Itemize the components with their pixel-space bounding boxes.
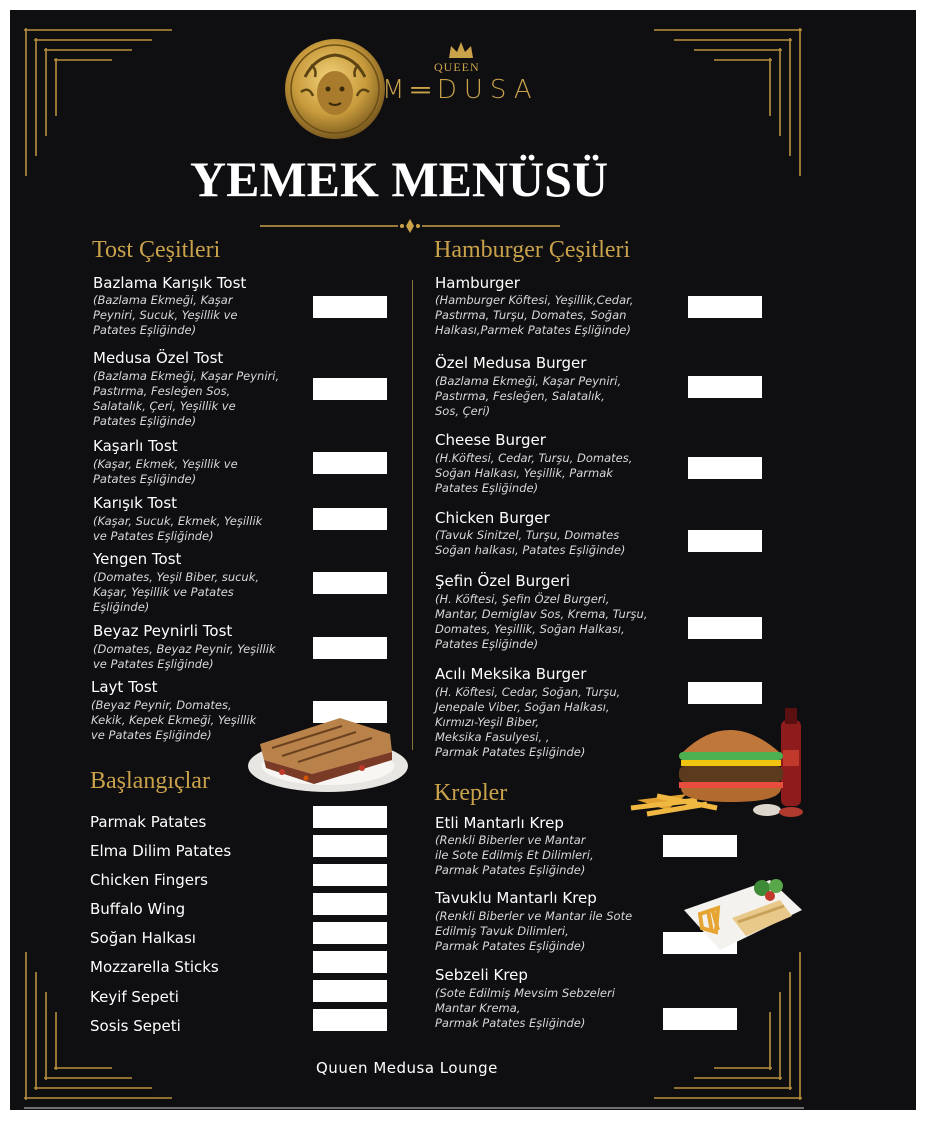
menu-item-name: Karışık Tost <box>93 494 178 512</box>
menu-item-name: Chicken Fingers <box>90 871 208 889</box>
price-box <box>313 296 387 318</box>
menu-item-desc: (Domates, Yeşil Biber, sucuk, Kaşar, Yeşillik ve Patates Eşliğinde) <box>93 570 260 614</box>
column-divider <box>412 280 413 750</box>
menu-item-name: Yengen Tost <box>93 550 182 568</box>
brand-name: M═DUSA <box>382 75 539 105</box>
menu-item-name: Etli Mantarlı Krep <box>435 814 564 832</box>
section-heading-hamburger: Hamburger Çeşitleri <box>434 237 631 263</box>
menu-item-name: Şefin Özel Burgeri <box>435 572 571 590</box>
price-box <box>313 806 387 828</box>
menu-item-name: Chicken Burger <box>435 509 550 527</box>
section-heading-tost: Tost Çeşitleri <box>92 237 221 263</box>
menu-item-desc: (Tavuk Sinitzel, Turşu, Doımates Soğan halkası, Patates Eşliğinde) <box>435 528 626 557</box>
footer-text: Quuen Medusa Lounge <box>316 1059 498 1077</box>
menu-item-name: Özel Medusa Burger <box>435 354 587 372</box>
menu-item-desc: (Bazlama Ekmeği, Kaşar Peyniri, Pastırma, Fesleğen Sos, Salatalık, Çeri, Yeşillik ve Patates Eşliğinde) <box>93 369 280 428</box>
section-heading-krep: Krepler <box>434 780 508 806</box>
menu-item-name: Layt Tost <box>91 678 158 696</box>
price-box <box>313 980 387 1002</box>
brand-queen: QUEEN <box>434 60 480 74</box>
menu-item-desc: (Beyaz Peynir, Domates, Kekik, Kepek Ekmeği, Yeşillik ve Patates Eşliğinde) <box>91 698 257 742</box>
menu-item-desc: (Kaşar, Sucuk, Ekmek, Yeşillik ve Patates Eşliğinde) <box>93 514 263 543</box>
price-box <box>313 951 387 973</box>
price-box <box>688 530 762 552</box>
menu-item-name: Sosis Sepeti <box>90 1017 181 1035</box>
menu-item-name: Cheese Burger <box>435 431 546 449</box>
menu-item-name: Beyaz Peynirli Tost <box>93 622 233 640</box>
price-box <box>663 835 737 857</box>
menu-item-desc: (Bazlama Ekmeği, Kaşar Peyniri, Pastırma, Fesleğen, Salatalık, Sos, Çeri) <box>435 374 622 418</box>
menu-item-name: Buffalo Wing <box>90 900 186 918</box>
crepe-photo <box>680 870 804 956</box>
price-box <box>313 378 387 400</box>
menu-item-name: Bazlama Karışık Tost <box>93 274 247 292</box>
menu-item-name: Medusa Özel Tost <box>93 349 224 367</box>
toast-sandwich-photo <box>242 712 410 794</box>
menu-item-name: Kaşarlı Tost <box>93 437 178 455</box>
menu-item-name: Parmak Patates <box>90 813 207 831</box>
divider-ornament-icon <box>260 218 560 234</box>
price-box <box>313 893 387 915</box>
menu-item-name: Acılı Meksika Burger <box>435 665 587 683</box>
price-box <box>313 572 387 594</box>
menu-item-desc: (Bazlama Ekmeği, Kaşar Peyniri, Sucuk, Yeşillik ve Patates Eşliğinde) <box>93 293 238 337</box>
price-box <box>688 617 762 639</box>
price-box <box>313 864 387 886</box>
menu-item-desc: (Domates, Beyaz Peynir, Yeşillik ve Patates Eşliğinde) <box>93 642 276 671</box>
corner-frame-top-right <box>652 28 802 178</box>
price-box <box>688 376 762 398</box>
menu-item-desc: (Kaşar, Ekmek, Yeşillik ve Patates Eşliğinde) <box>93 457 238 486</box>
menu-item-name: Tavuklu Mantarlı Krep <box>435 889 597 907</box>
menu-item-name: Sebzeli Krep <box>435 966 528 984</box>
menu-item-desc: (Hamburger Köftesi, Yeşillik,Cedar, Pastırma, Turşu, Domates, Soğan Halkası,Parmek Patates Eşliğinde) <box>435 293 634 337</box>
bottom-edge <box>24 1107 804 1109</box>
section-heading-baslangic: Başlangıçlar <box>90 768 210 794</box>
menu-item-desc: (H. Köftesi, Cedar, Soğan, Turşu, Jenepale Viber, Soğan Halkası, Kırmızı-Yeşil Biber, Meksika Fasulyesi, , Parmak Patates Eşliğinde) <box>435 685 621 759</box>
menu-item-desc: (H.Köftesi, Cedar, Turşu, Domates, Soğan Halkası, Yeşillik, Parmak Patates Eşliğinde) <box>435 451 633 495</box>
menu-item-desc: (Renkli Biberler ve Mantar ile Sote Edilmiş Tavuk Dilimleri, Parmak Patates Eşliğinde) <box>435 909 633 953</box>
burger-photo <box>627 700 803 824</box>
menu-item-desc: (Sote Edilmiş Mevsim Sebzeleri Mantar Krema, Parmak Patates Eşliğinde) <box>435 986 615 1030</box>
crown-icon <box>447 40 475 60</box>
menu-item-desc: (H. Köftesi, Şefin Özel Burgeri, Mantar, Demiglav Sos, Krema, Turşu, Domates, Yeşillik, Soğan Halkası, Patates Eşliğinde) <box>435 592 648 651</box>
corner-frame-top-left <box>24 28 174 178</box>
price-box <box>313 452 387 474</box>
menu-item-name: Soğan Halkası <box>90 929 196 947</box>
price-box <box>663 1008 737 1030</box>
price-box <box>313 637 387 659</box>
medusa-coin-logo <box>283 37 387 141</box>
price-box <box>688 296 762 318</box>
menu-item-name: Keyif Sepeti <box>90 988 179 1006</box>
menu-item-name: Mozzarella Sticks <box>90 958 219 976</box>
menu-item-name: Elma Dilim Patates <box>90 842 232 860</box>
price-box <box>688 457 762 479</box>
menu-item-desc: (Renkli Biberler ve Mantar ile Sote Edilmiş Et Dilimleri, Parmak Patates Eşliğinde) <box>435 833 594 877</box>
price-box <box>313 835 387 857</box>
price-box <box>313 508 387 530</box>
price-box <box>313 922 387 944</box>
menu-page <box>10 10 916 1110</box>
price-box <box>313 1009 387 1031</box>
page-title: YEMEK MENÜSÜ <box>190 151 609 207</box>
menu-item-name: Hamburger <box>435 274 520 292</box>
